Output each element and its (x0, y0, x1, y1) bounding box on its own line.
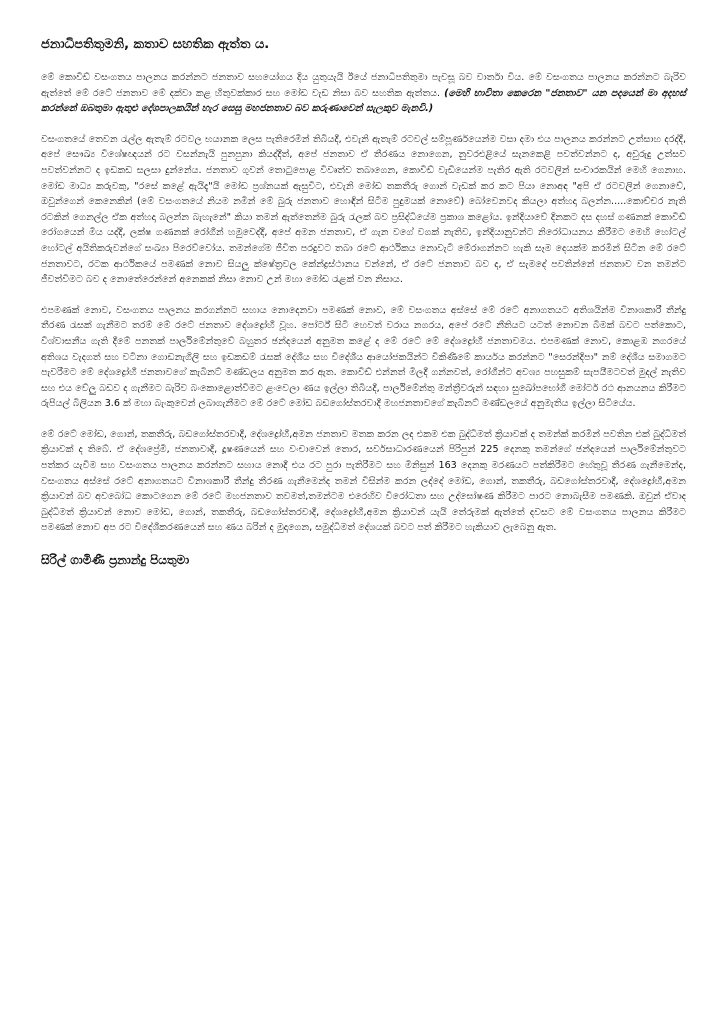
paragraph-2: වසංගතයේ තෙවන රැල්ල ඇතැම් රටවල භයානක ලෙස පැතිරෙමින් තිබියදී, එවැනි ඇතැම් රටවල් සම්පූර්ණයෙන්ම වසා දමා එය පාලනය කරන්නට උත්සාහ දරද්දී, අපේ සෞඛ්‍ය විශේෂඥයන් රට වසන්නැයි පුනපුනා කියද්දීත්, අපේ ජනතාව ඒ තීරණය නොගෙන, නුවරඑළියේ සැනකෙළි පවත්වන්නට ද, අවුරුදු උත්සව පවත්වන්නට ද ඉඩකඩ සලසා දුන්නේය. ජනතාව ගුවන් තොටුපොළ විවෘත්ව තබාගෙන, කොවිඩ් වැඩියෙන්ම පැතිර ඇති රටවලින් සංචාරකයින් මෙහි ගෙනාහ. මෝඩ මාධ්‍ය කරුවකු, "රසේ කළේ ඇයිදැ"යි මෝඩ ප්‍රශ්නයක් ඇසුවිට, එවැනි මෝඩ තකතීරු ගොන් වැඩක් කර කට පියා නොඅඳ "අපි ඒ රටවලින් ගෙනාවේ, ඔවුන්ගෙන් කෙනෙකින් (මේ වසංගතයේ නියම නමින් මේ බුරු ජනතාව හොඳින් සිටීම පුදුමයක් නොවේ) බෝවෙනවද කියලා අත්හදා බලන්න.....කොච්චර නැති රටකින් ගෙනල්ල ඒක අත්හදා බලන්න බැහැනේ" කියා තමන් ඇත්තෙන්ම බුරු රැලක් බව ප්‍රසිද්ධියේම ප්‍රකාශ කළෝය. ඉන්දියාවේ දිනකට දස දහස් ගණනක් කොවිඩ් රෝගයෙන් මිය යද්දී, ලක්ෂ ගණනක් රෝගීන් හමුවෙද්දී, අපේ අමන ජනතාව, ඒ ගැන වගේ වගක් නැතිව, ඉන්දියානුවන්ට නිරෝධායනය කිරීමට මෙහි හෝටල් හෝටල් අයිතිකරුවන්ගේ සංඛ්‍යා පිරෙව්වෝය. තමන්ගේම ජීවිත පරදුවට තබා රටේ ආර්ථිකය නොවැටී මේරාගන්නට හැකි සෑම දෙයක්ම කරමින් සිටින මේ රටේ ජනතාවට, රටක ආර්ථිකයේ පමණක් නොව සියලු ක්ෂේත්‍රවල කේන්ද්‍රස්ථානය වන්නේ, ඒ රටේ ජනතාව බව ද, ඒ සැමදේ පවතින්නේ ජනතාව වන තමන්ට ජීවත්වීමට බව ද නොතේරෙන්නේ අනෙකක් නිසා නොව උන් මහා මෝඩ රැළක් වන නිසාය. (41, 133, 686, 286)
paragraph-1 (41, 70, 686, 117)
document-title: ජනාධිපතිතුමනි, කතාව සහතික ඇත්ත ය. (41, 37, 270, 52)
paragraph-1-text: මේ කොවිඩ් වසංගතය පාලනය කරන්නට ජනතාව සහයෝගය දිය යුතුයැයි ඊයේ ජනාධිපතිතුමා පැවසූ බව වාර්තා විය. මේ වසංගතය පාලනය කරන්නට බැරිව ඇත්තේ මේ රටේ ජනතාව මේ දක්වා කළ හිතුවක්කාර සහ මෝඩ වැඩ නිසා බව සහතික ඇත්තය. (41, 72, 686, 99)
document-body (41, 36, 686, 569)
paragraph-4: මේ රටේ මෝඩ, ගොන්, තකතීරු, බඩගෝස්තරවාදී, දේශද්‍රෝහී,අමන ජනතාව මතක කරන ලද එකම එක බුද්ධිමත් ක්‍රියාවක් ද තමන්ක් කරමින් පවතින එක් බුද්ධිමත් ක්‍රියාවක් ද තිබේ. ඒ දේශප්‍රේමී, ජනතාවාදී, දූෂණයෙන් සහ වංචාවෙන් තොර, සර්වසාධාරණයෙන් පිරිපුන් 225 දෙනකු තමන්ගේ ඡන්දයෙන් පාර්ලිමේන්තුවට පත්කර යැවීම සහ වසංගතය පාලනය කරන්නට සහාය නොදී එය රට පුරා පැතිරීමට සහ මිනිසුන් 163 දෙනකු මරණයට පත්කිරීමට හේතුවූ තීරණ ගැනීමෙන්ද, වසංගතය අස්සේ රටේ අනාගතයට විනාශකාරී තීන්දු තීරණ ගැනීමෙන්ද තමන් විසින්ම කරන ලද්දේ මෝඩ, ගොන්, තකතීරු, බඩගෝස්තරවාදී, දේශද්‍රෝහී,අමන ක්‍රියාවන් බව අවබෝධ කොටගෙන මේ රටේ මහජනතාව තවමත්,තමන්ටම එරෙහිව විරෝධතා සහ උද්ඝෝෂණ කිරීමට පාරට නොබැසීම පමණකි. ඔවුන් ඒවාද බුද්ධිමත් ක්‍රියාවන් නොව මෝඩ, ගොන්, තකතීරු, බඩගෝස්තරවාදී, දේශද්‍රෝහී,අමන ක්‍රියාවන් යැයි තේරුමක් ඇත්තේ දවසට මේ වසංගතය පාලනය කිරීමට පමණක් නොව අප රට විදේශීකරණයෙන් සහ ණය බරින් ද මුදාගෙන, සමුද්ධිමත් දේශයක් බවට පත් කිරීමට හැකියාව ලැබෙනු ඇත. (41, 428, 686, 534)
signature: සිරිල් ගාමිණී ප්‍රනාන්දු පියතුමා (41, 553, 190, 568)
paragraph-3: එපමණක් නොව, වසංගතය පාලනය කරගන්නට සහාය නොදෙනවා පමණක් නොව, මේ වසංගතය අස්සේ මේ රටේ අනාගතයට අතිශයින්ම විනාශකාරී තීන්දු තීරණ රැසක් ගැනීමට තරම් මේ රටේ ජනතාව දේශද්‍රෝහී වූහ. පෝර්ට් සිටි හෙවත් වරාය නගරය, අපේ රටේ නීතියට යටත් නොවන බිමක් බවට පත්කොට, විශ්වාසනීය ගැති දීමේ පනතක් පාර්ලිමේන්තුවේ බහුතර ඡන්දයෙන් අනුමත කළේ ද මේ රටේ මේ දේශද්‍රෝහී ජනතාවමය. එපමණක් නොව, කොළඹ නගරයේ අතිශය වැදගත් සහ වටිනා ගොඩනැගිලි සහ ඉඩකඩම් රැසක් දේශීය සහ විදේශීය ආයෝජකයින්ට විකිණීමේ කාර්යය කරන්නට "සෙරන්දිපා" නම් දේශීය සමාගමට පැවරීමට මේ දේශද්‍රෝහී ජනතාවගේ කැබිනට් මණ්ඩලය අනුමත කර ඇත. කොවිඩ් එන්නත් මිලදී ගන්නවත්, රෝගීන්ට අවශ්‍ය පහසුකම් සැපයීමටවත් මුදල් නැතිව සහ එය වේලු බඩව ද ගැනීමට බැරිව බංකොළොත්වීමට ළංවෙලා ණය ඉල්ලා තිබියදී, පාර්ලිමේන්තු මන්ත්‍රීවරුන් සඳහා සුඛෝපභෝගී මෝටර් රථ ආනයනය කිරීමට රුපියල් බිලියන 3.6 ක් මහා බැංකුවෙන් ලබාගැනීමට මේ රටේ මෝඩ බඩගෝස්තරවාදී මහජනතාවගේ කැබිනට් මණ්ඩලයේ අනුමැතිය ඉල්ලා සිටියේය. (41, 304, 686, 410)
paragraph-1-emphasis: (මෙහි භාවිතා කෙරෙන "ජනතාව" යන පදයෙන් මා අදහස් කරන්නේ ඔබතුමා ඇතුළු දේශපාලකයින් හැර සෙසු මහජනතාව බව කරුණාවෙන් සැලකුව මැනවි.) (41, 87, 687, 115)
